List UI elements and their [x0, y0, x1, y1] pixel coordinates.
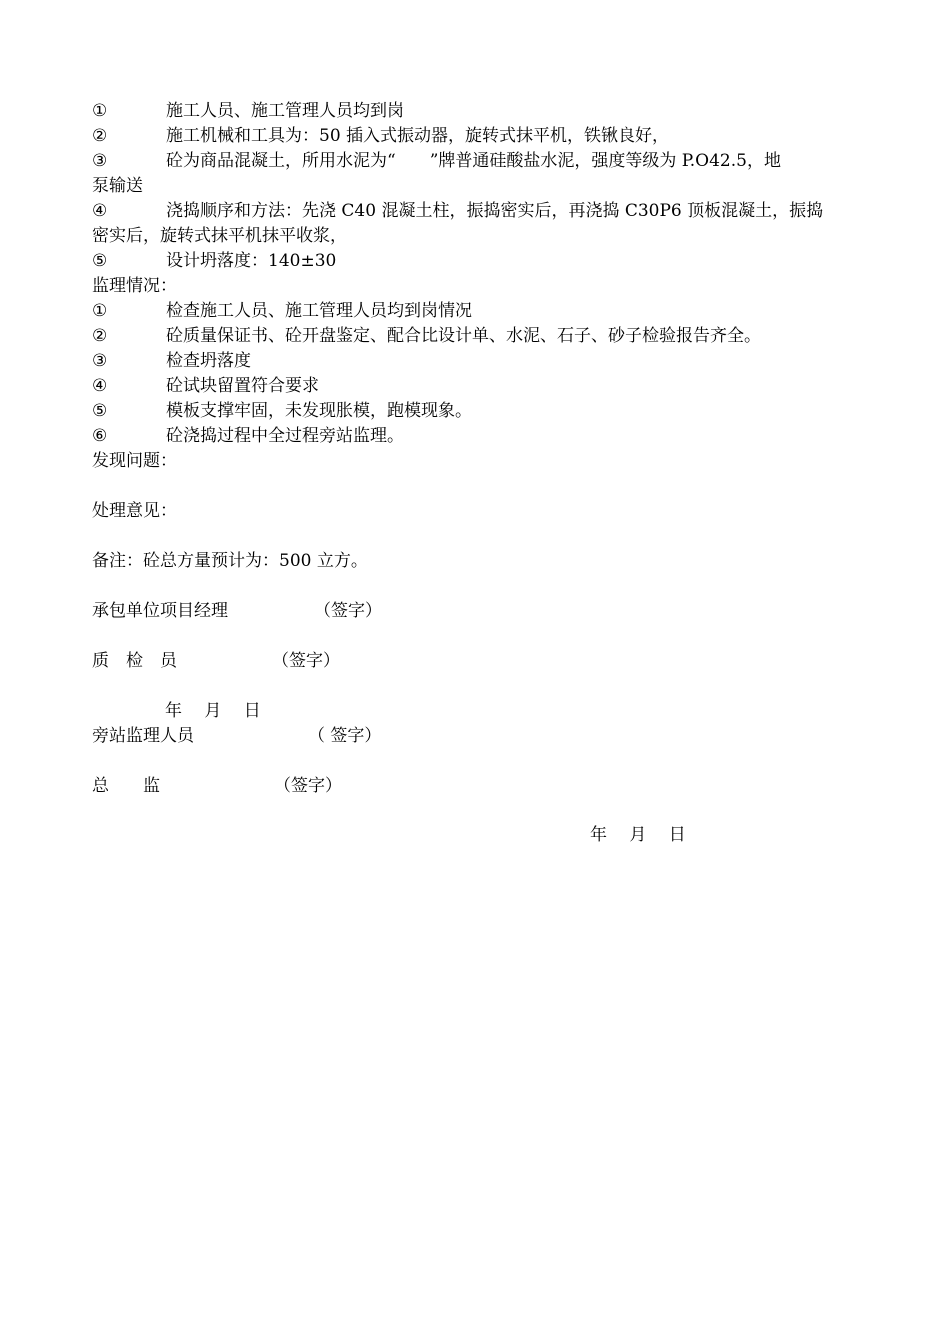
list-item: [92, 299, 862, 324]
item-text: 砼为商品混凝土，所用水泥为“ ”牌普通硅酸盐水泥，强度等级为 P.O42.5，地: [166, 151, 781, 171]
inspector-sign-field: （签字）: [272, 651, 340, 671]
remark: 备注：砼总方量预计为：500 立方。: [92, 551, 368, 571]
item-text: 浇捣顺序和方法：先浇 C40 混凝土柱，振捣密实后，再浇捣 C30P6 顶板混凝土，振捣: [166, 201, 824, 221]
list-item: [92, 424, 862, 449]
item-text: 施工人员、施工管理人员均到岗: [166, 101, 404, 121]
item-marker: ④: [92, 201, 108, 221]
list-item: [92, 99, 862, 124]
item-text-continuation: 泵输送: [92, 176, 143, 196]
supervisor-sign-field: （ 签字）: [308, 726, 382, 746]
signature-row-supervisor: [92, 724, 862, 749]
signature-row-inspector: [92, 649, 862, 674]
problems-label: 发现问题：: [92, 451, 177, 471]
list-item: [92, 149, 862, 199]
date-line-1: [92, 699, 862, 724]
spacer: [92, 474, 862, 499]
chief-label: 总 监: [92, 776, 160, 796]
date-field-bottom: 年 月 日: [590, 825, 686, 845]
item-marker: ②: [92, 326, 108, 346]
inspector-label: 质 检 员: [92, 651, 177, 671]
item-text: 模板支撑牢固，未发现胀模，跑模现象。: [166, 401, 472, 421]
list-item: [92, 199, 862, 249]
signature-row-manager: [92, 599, 862, 624]
item-text: 检查施工人员、施工管理人员均到岗情况: [166, 301, 472, 321]
list-item: [92, 249, 862, 274]
item-text: 砼浇捣过程中全过程旁站监理。: [166, 426, 404, 446]
list-item: [92, 399, 862, 424]
list-item: [92, 349, 862, 374]
item-text: 砼试块留置符合要求: [166, 376, 319, 396]
list-item: [92, 374, 862, 399]
item-marker: ①: [92, 301, 108, 321]
spacer: [92, 574, 862, 599]
supervisor-label: 旁站监理人员: [92, 726, 194, 746]
manager-sign-field: （签字）: [314, 601, 382, 621]
document-body: [92, 99, 862, 799]
signature-row-chief: [92, 774, 862, 799]
supervision-heading: 监理情况：: [92, 276, 177, 296]
date-field: 年 月 日: [165, 701, 261, 721]
item-marker: ③: [92, 151, 108, 171]
item-text: 施工机械和工具为：50 插入式振动器，旋转式抹平机，铁锹良好，: [166, 126, 670, 146]
item-marker: ①: [92, 101, 108, 121]
spacer: [92, 524, 862, 549]
item-text: 设计坍落度：140±30: [166, 251, 337, 271]
item-marker: ⑥: [92, 426, 108, 446]
list-item: [92, 124, 862, 149]
spacer: [92, 749, 862, 774]
list-item: [92, 324, 862, 349]
item-marker: ②: [92, 126, 108, 146]
manager-label: 承包单位项目经理: [92, 601, 228, 621]
item-text-continuation: 密实后，旋转式抹平机抹平收浆，: [92, 226, 347, 246]
item-marker: ⑤: [92, 251, 108, 271]
handling-label: 处理意见：: [92, 501, 177, 521]
spacer: [92, 624, 862, 649]
chief-sign-field: （签字）: [274, 776, 342, 796]
item-text: 砼质量保证书、砼开盘鉴定、配合比设计单、水泥、石子、砂子检验报告齐全。: [166, 326, 761, 346]
item-text: 检查坍落度: [166, 351, 251, 371]
item-marker: ⑤: [92, 401, 108, 421]
item-marker: ③: [92, 351, 108, 371]
item-marker: ④: [92, 376, 108, 396]
spacer: [92, 674, 862, 699]
